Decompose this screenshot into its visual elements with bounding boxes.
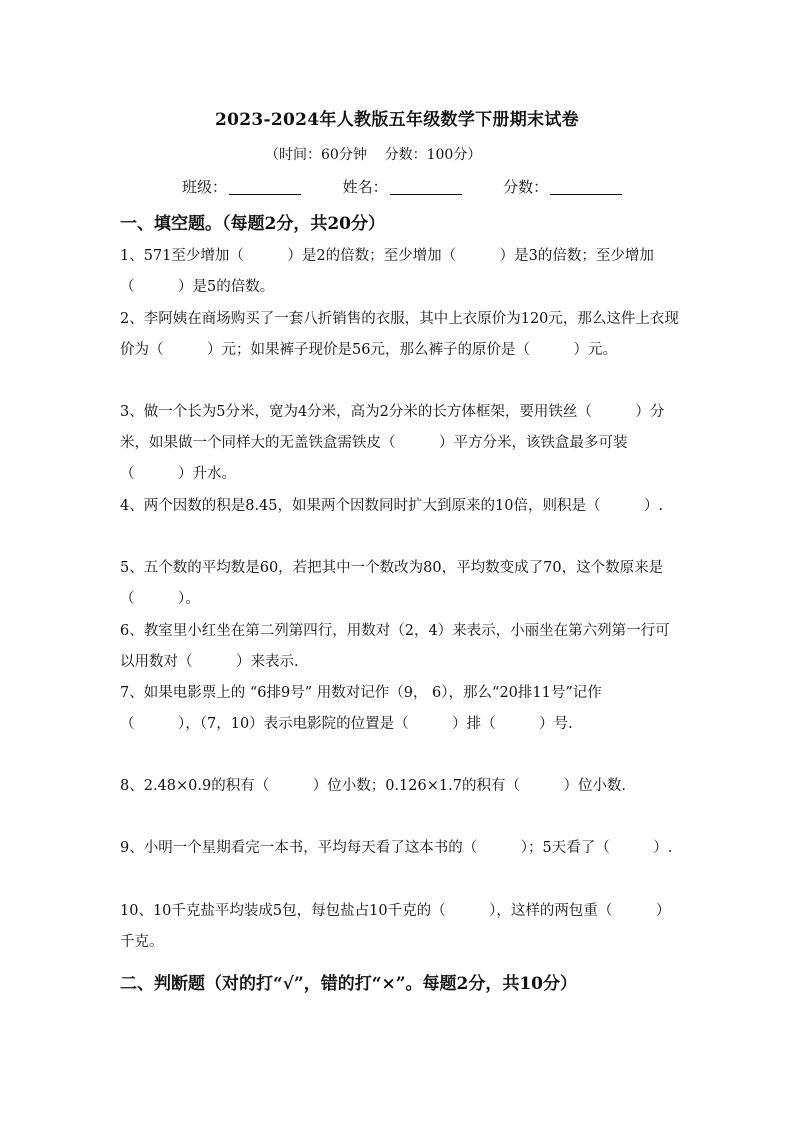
class-blank[interactable] <box>229 180 301 195</box>
question-4: 4、两个因数的积是8.45，如果两个因数同时扩大到原来的10倍，则积是（ ）. <box>120 498 664 514</box>
student-info-row <box>182 176 622 197</box>
section-title-true-false: 二、判断题（对的打“√”，错的打“×”。每题2分，共10分） <box>120 974 578 994</box>
class-field <box>182 176 301 197</box>
section-title-fill-in: 一、填空题。（每题2分，共20分） <box>120 214 385 234</box>
name-field <box>343 176 462 197</box>
name-label: 姓名： <box>342 178 388 196</box>
question-2: 2、李阿姨在商场购买了一套八折销售的衣服，其中上衣原价为120元，那么这件上衣现价为（ ）元；如果裤子现价是56元，那么裤子的原价是（ ）元。 <box>120 311 679 358</box>
question-7: 7、如果电影票上的 “6排9号” 用数对记作（9， 6），那么“20排11号”记作（ ），（7，10）表示电影院的位置是（ ）排（ ）号. <box>120 685 602 732</box>
name-blank[interactable] <box>390 180 462 195</box>
question-1: 1、571至少增加（ ）是2的倍数；至少增加（ ）是3的倍数；至少增加（ ）是5的倍数。 <box>120 248 654 295</box>
exam-title: 2023-2024年人教版五年级数学下册期末试卷 <box>215 110 579 130</box>
score-blank[interactable] <box>550 180 622 195</box>
exam-subtitle: （时间：60分钟 分数：100分） <box>265 147 482 163</box>
question-5: 5、五个数的平均数是60，若把其中一个数改为80，平均数变成了70，这个数原来是（ ）。 <box>120 560 664 607</box>
score-field <box>503 176 622 197</box>
question-6: 6、教室里小红坐在第二列第四行，用数对（2，4）来表示，小丽坐在第六列第一行可以用数对（ ）来表示. <box>120 623 670 670</box>
question-3: 3、做一个长为5分米，宽为4分米，高为2分米的长方体框架，要用铁丝（ ）分米，如果做一个同样大的无盖铁盒需铁皮（ ）平方分米，该铁盒最多可装（ ）升水。 <box>120 404 665 482</box>
question-9: 9、小明一个星期看完一本书，平均每天看了这本书的（ ）；5天看了（ ）. <box>120 840 673 856</box>
question-10: 10、10千克盐平均装成5包，每包盐占10千克的（ ），这样的两包重（ ）千克。 <box>120 903 671 950</box>
question-8: 8、2.48×0.9的积有（ ）位小数；0.126×1.7的积有（ ）位小数. <box>120 778 627 794</box>
score-label: 分数： <box>503 178 549 196</box>
class-label: 班级： <box>182 178 228 196</box>
